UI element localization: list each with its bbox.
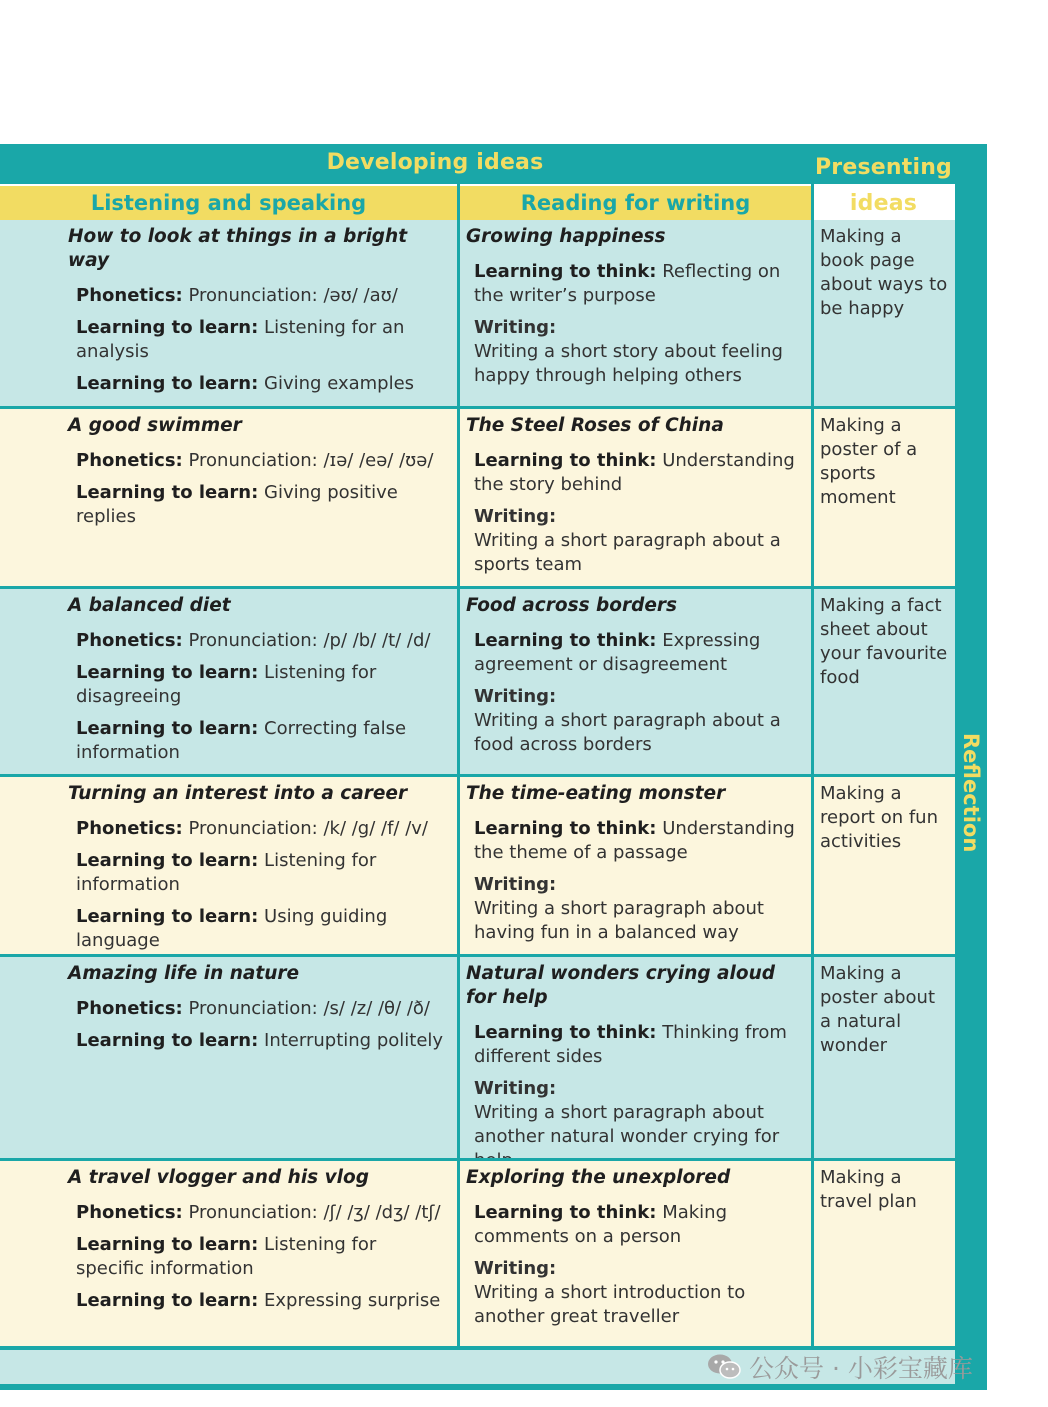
skill-item: Learning to learn: Listening for an analysis	[76, 317, 405, 362]
writing-task: Writing a short paragraph about a sports team	[474, 530, 781, 575]
writing-task: Writing a short story about feeling happy through helping others	[474, 341, 783, 386]
presenting-ideas-cell: Making a poster of a sports moment	[820, 415, 918, 508]
presenting-ideas-cell: Making a travel plan	[820, 1167, 917, 1212]
listening-speaking-cell	[0, 409, 457, 537]
column-divider	[811, 144, 814, 1346]
reading-writing-cell	[460, 409, 811, 577]
skill-item: Phonetics: Pronunciation: /əʊ/ /aʊ/	[76, 285, 398, 306]
learning-to-think: Learning to think: Understanding the story behind	[474, 450, 795, 495]
writing-label: Writing:	[474, 874, 557, 895]
column-divider	[457, 184, 460, 1346]
unit-title: Amazing life in nature	[68, 963, 300, 984]
skill-item: Learning to learn: Giving positive replies	[76, 482, 398, 527]
reflection-label	[958, 733, 984, 789]
reading-writing-header	[460, 186, 811, 220]
presenting-ideas-cell: Making a fact sheet about your favourite food	[820, 595, 948, 688]
watermark	[707, 1349, 973, 1387]
skill-item: Phonetics: Pronunciation: /p/ /b/ /t/ /d/	[76, 630, 431, 651]
writing-label: Writing:	[474, 317, 557, 338]
unit-title: Turning an interest into a career	[68, 783, 408, 804]
learning-to-think: Learning to think: Reflecting on the writer’s purpose	[474, 261, 781, 306]
skill-item: Phonetics: Pronunciation: /ʃ/ /ʒ/ /dʒ/ /tʃ/	[76, 1202, 441, 1223]
reading-writing-cell	[460, 777, 811, 945]
skill-item: Learning to learn: Giving examples	[76, 373, 415, 394]
presenting-ideas-cell: Making a report on fun activities	[820, 783, 938, 852]
reading-title: Food across borders	[466, 595, 678, 616]
unit-title: How to look at things in a bright way	[68, 226, 408, 271]
unit-title: A travel vlogger and his vlog	[68, 1167, 369, 1188]
reading-writing-label: Reading for writing	[520, 191, 751, 215]
skill-item: Phonetics: Pronunciation: /s/ /z/ /θ/ /ð/	[76, 998, 430, 1019]
reading-title: The time-eating monster	[466, 783, 726, 804]
listening-speaking-cell	[0, 777, 457, 961]
learning-to-think: Learning to think: Expressing agreement or disagreement	[474, 630, 761, 675]
learning-to-think: Learning to think: Understanding the theme of a passage	[474, 818, 795, 863]
writing-task: Writing a short paragraph about having fun in a balanced way	[474, 898, 764, 943]
skill-item: Learning to learn: Listening for disagreeing	[76, 662, 377, 707]
skill-item: Phonetics: Pronunciation: /ɪə/ /eə/ /ʊə/	[76, 450, 434, 471]
listening-speaking-cell	[0, 1161, 457, 1321]
learning-to-think: Learning to think: Thinking from different sides	[474, 1022, 787, 1067]
developing-ideas-heading: Developing ideas	[326, 150, 544, 175]
listening-speaking-cell	[0, 957, 457, 1061]
skill-item: Phonetics: Pronunciation: /k/ /g/ /f/ /v/	[76, 818, 428, 839]
writing-task: Writing a short paragraph about another natural wonder crying for	[474, 1102, 780, 1147]
listening-speaking-cell	[0, 589, 457, 773]
unit-title: A balanced diet	[68, 595, 231, 616]
reading-title: Growing happiness	[466, 226, 666, 247]
writing-label: Writing:	[474, 1258, 557, 1279]
skill-item: Learning to learn: Using guiding language	[76, 906, 388, 951]
watermark-text: 公众号 · 小彩宝藏库	[749, 1354, 973, 1383]
reading-title: The Steel Roses of China	[466, 415, 724, 436]
reading-title: Natural wonders crying aloud for help	[466, 963, 775, 1008]
listening-speaking-header	[0, 186, 457, 220]
reading-writing-cell	[460, 1161, 811, 1329]
reading-writing-cell	[460, 589, 811, 757]
listening-speaking-cell	[0, 220, 457, 404]
learning-to-think: Learning to think: Making comments on a person	[474, 1202, 728, 1247]
writing-label: Writing:	[474, 506, 557, 527]
reading-writing-cell	[460, 957, 811, 1173]
wechat-icon	[707, 1353, 741, 1387]
skill-item: Learning to learn: Listening for specific information	[76, 1234, 377, 1279]
writing-label: Writing:	[474, 686, 557, 707]
skill-item: Learning to learn: Correcting false information	[76, 718, 407, 763]
writing-task: Writing a short introduction to another great traveller	[474, 1282, 746, 1327]
writing-label: Writing:	[474, 1078, 557, 1099]
writing-task: Writing a short paragraph about a food across borders	[474, 710, 781, 755]
listening-speaking-label: Listening and speaking	[90, 191, 367, 215]
presenting-ideas-cell: Making a poster about a natural wonder	[820, 963, 936, 1056]
skill-item: Learning to learn: Interrupting politely	[76, 1030, 444, 1051]
unit-title: A good swimmer	[68, 415, 242, 436]
presenting-ideas-cell: Making a book page about ways to be happy	[820, 226, 948, 319]
skill-item: Learning to learn: Expressing surprise	[76, 1290, 441, 1311]
skill-item: Learning to learn: Listening for information	[76, 850, 377, 895]
reading-writing-cell	[460, 220, 811, 388]
presenting-ideas-heading: Presenting ideas	[814, 155, 953, 216]
reading-title: Exploring the unexplored	[466, 1167, 731, 1188]
